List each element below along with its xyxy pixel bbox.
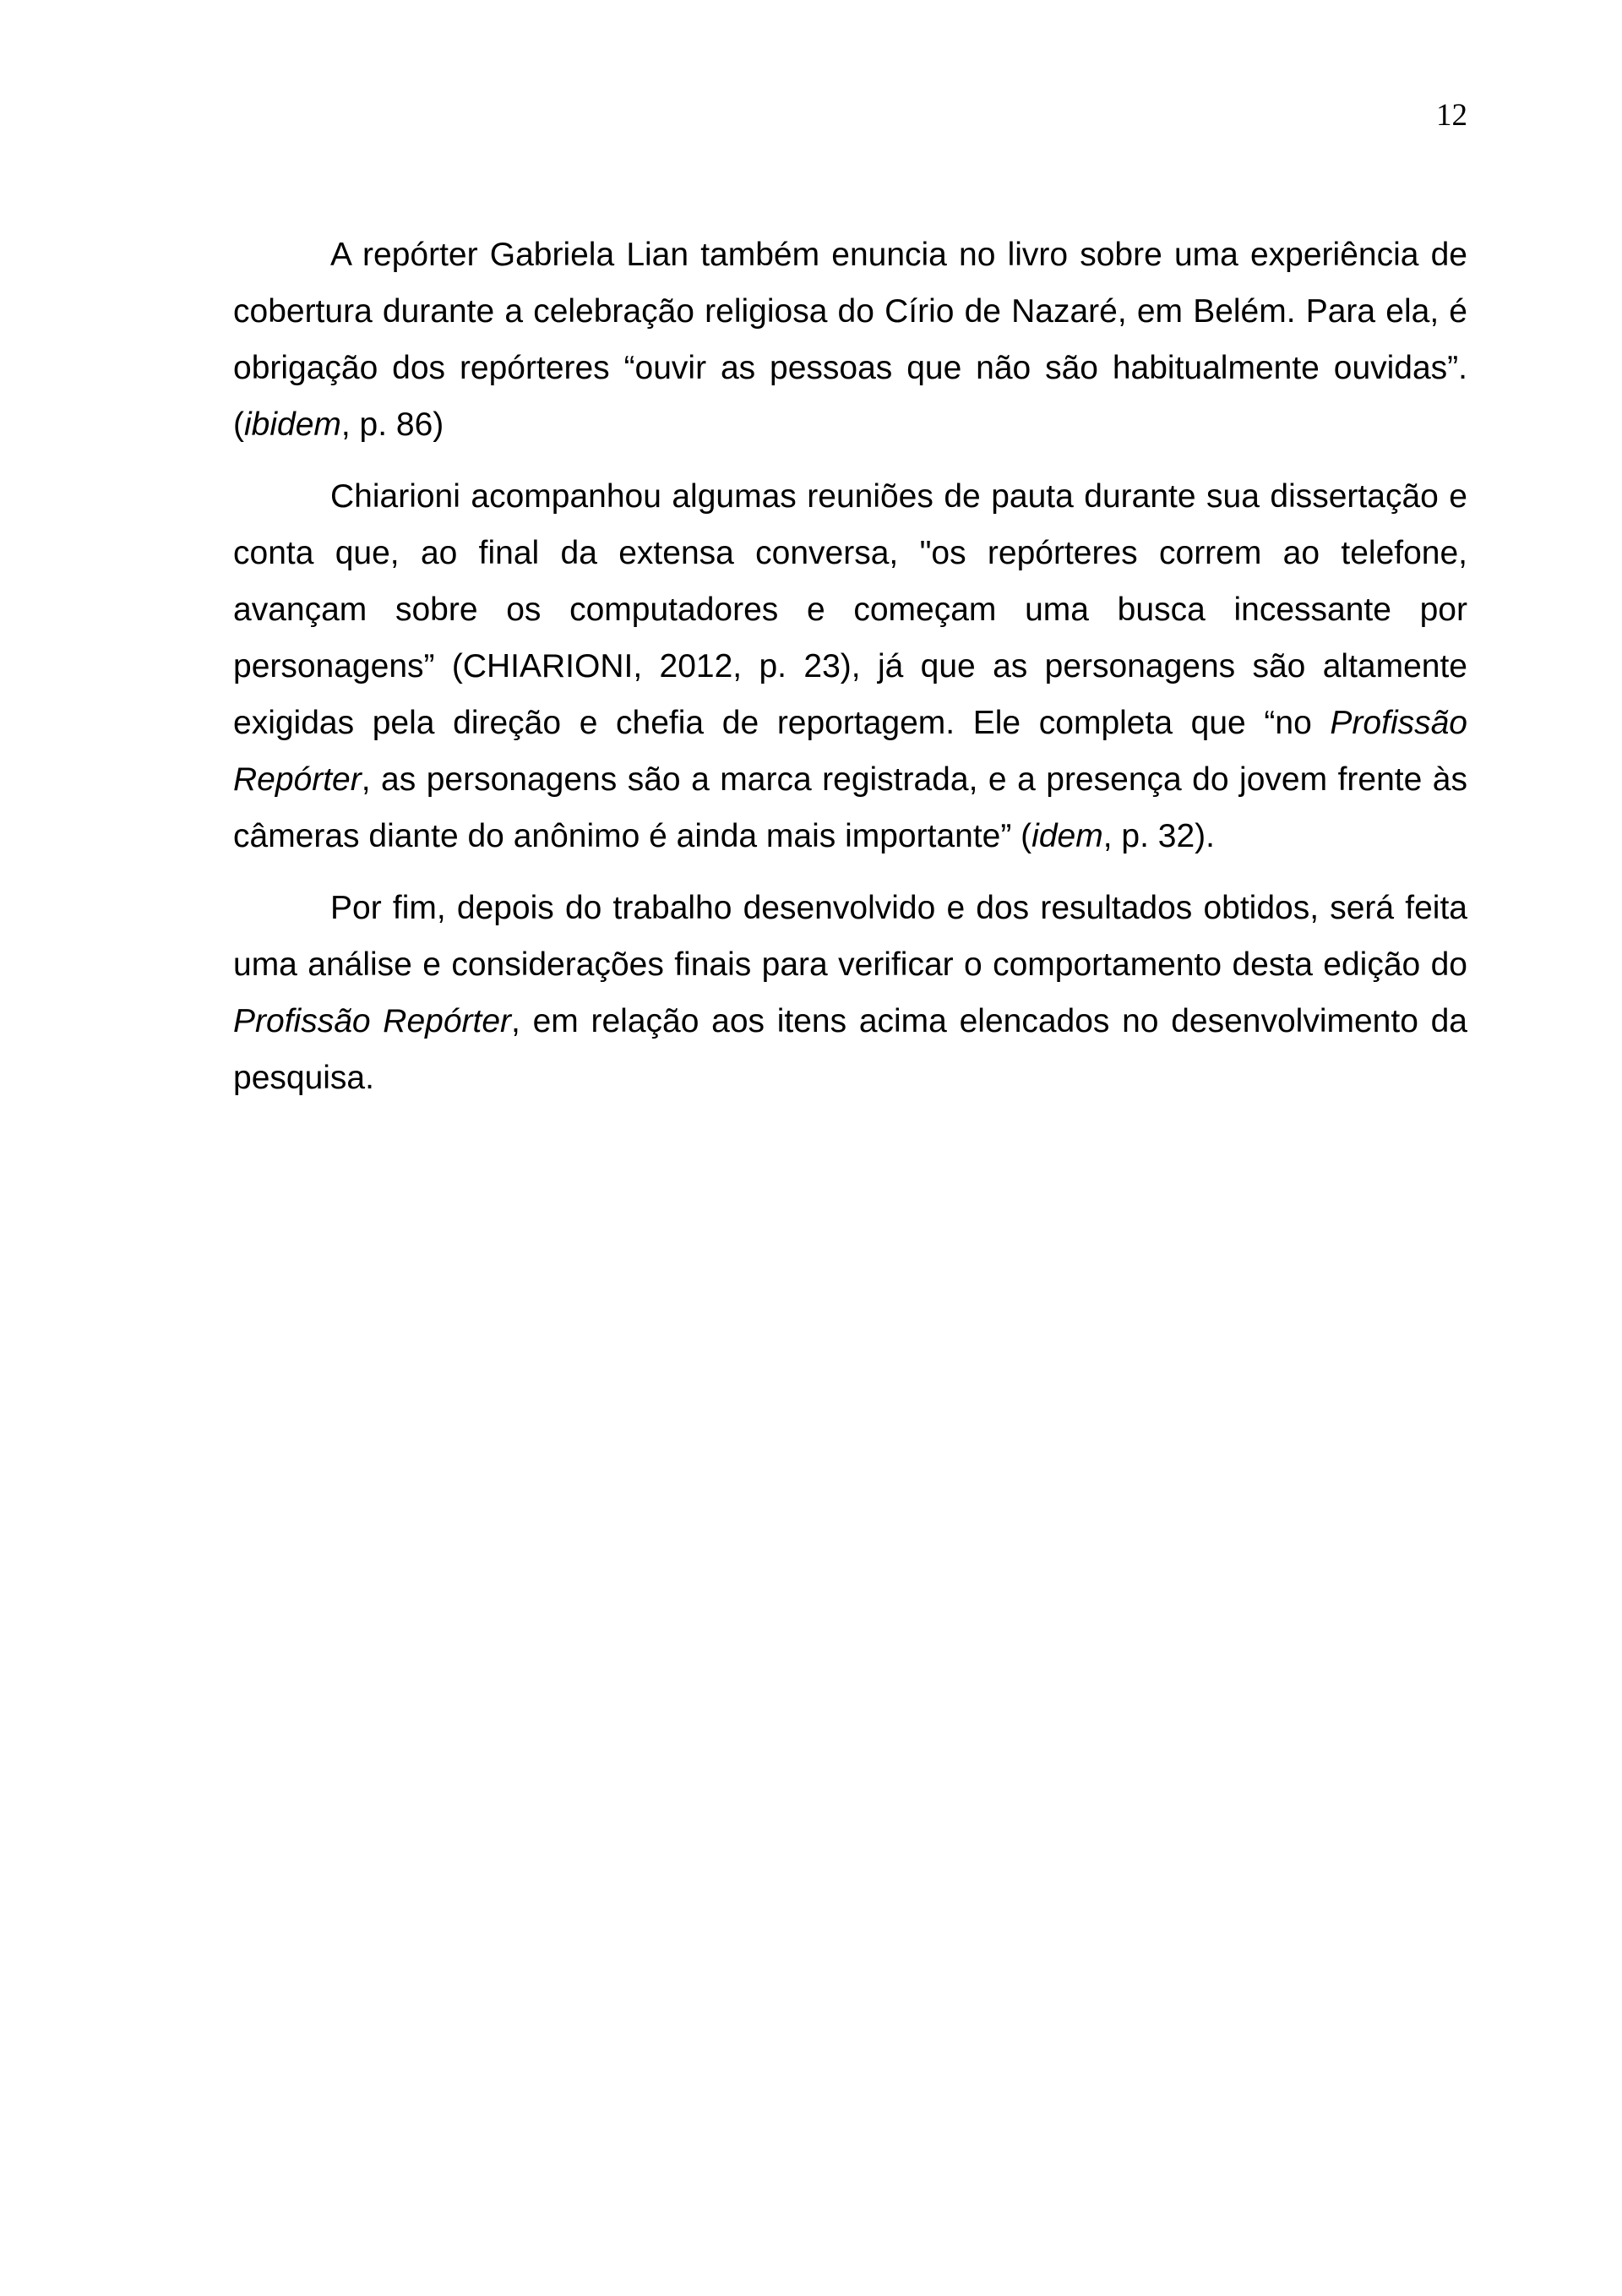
body-text xyxy=(233,226,1467,1121)
text-run: , p. 32). xyxy=(1102,818,1215,854)
paragraph-gabriela-lian xyxy=(233,226,1467,453)
paragraph-chiarioni xyxy=(233,468,1467,864)
paragraph-conclusion xyxy=(233,880,1467,1106)
italic-citation: ibidem xyxy=(244,406,341,443)
text-run: , as personagens são a marca registrada, e a presença do jovem frente às câmeras diante do anônimo é ainda mais importante” ( xyxy=(233,761,1467,854)
italic-citation: idem xyxy=(1031,818,1103,854)
text-run: A repórter Gabriela Lian também enuncia no livro sobre uma experiência de cobertura durante a celebração religiosa do Círio de Nazaré, em Belém. Para ela, é obrigação dos repórteres “ouvir as pessoas que não são habitualmente ouvidas”. ( xyxy=(233,237,1467,443)
text-run: , em relação aos itens acima elencados no desenvolvimento da pesquisa. xyxy=(233,1003,1467,1096)
page-number: 12 xyxy=(1436,98,1467,133)
text-run: Chiarioni acompanhou algumas reuniões de pauta durante sua dissertação e conta que, ao final da extensa conversa, "os repórteres correm ao telefone, avançam sobre os computadores e começam uma busca incessante por personagens” (CHIARIONI, 2012, p. 23), já que as personagens são altamente exigidas pela direção e chefia de reportagem. Ele completa que “no xyxy=(233,478,1467,741)
text-run: , p. 86) xyxy=(340,406,444,443)
italic-program-title: Profissão Repórter xyxy=(233,1003,512,1039)
text-run: Por fim, depois do trabalho desenvolvido e dos resultados obtidos, será feita uma análise e considerações finais para verificar o comportamento desta edição do xyxy=(233,890,1467,983)
italic-program-title: Profissão Repórter xyxy=(233,705,1467,798)
